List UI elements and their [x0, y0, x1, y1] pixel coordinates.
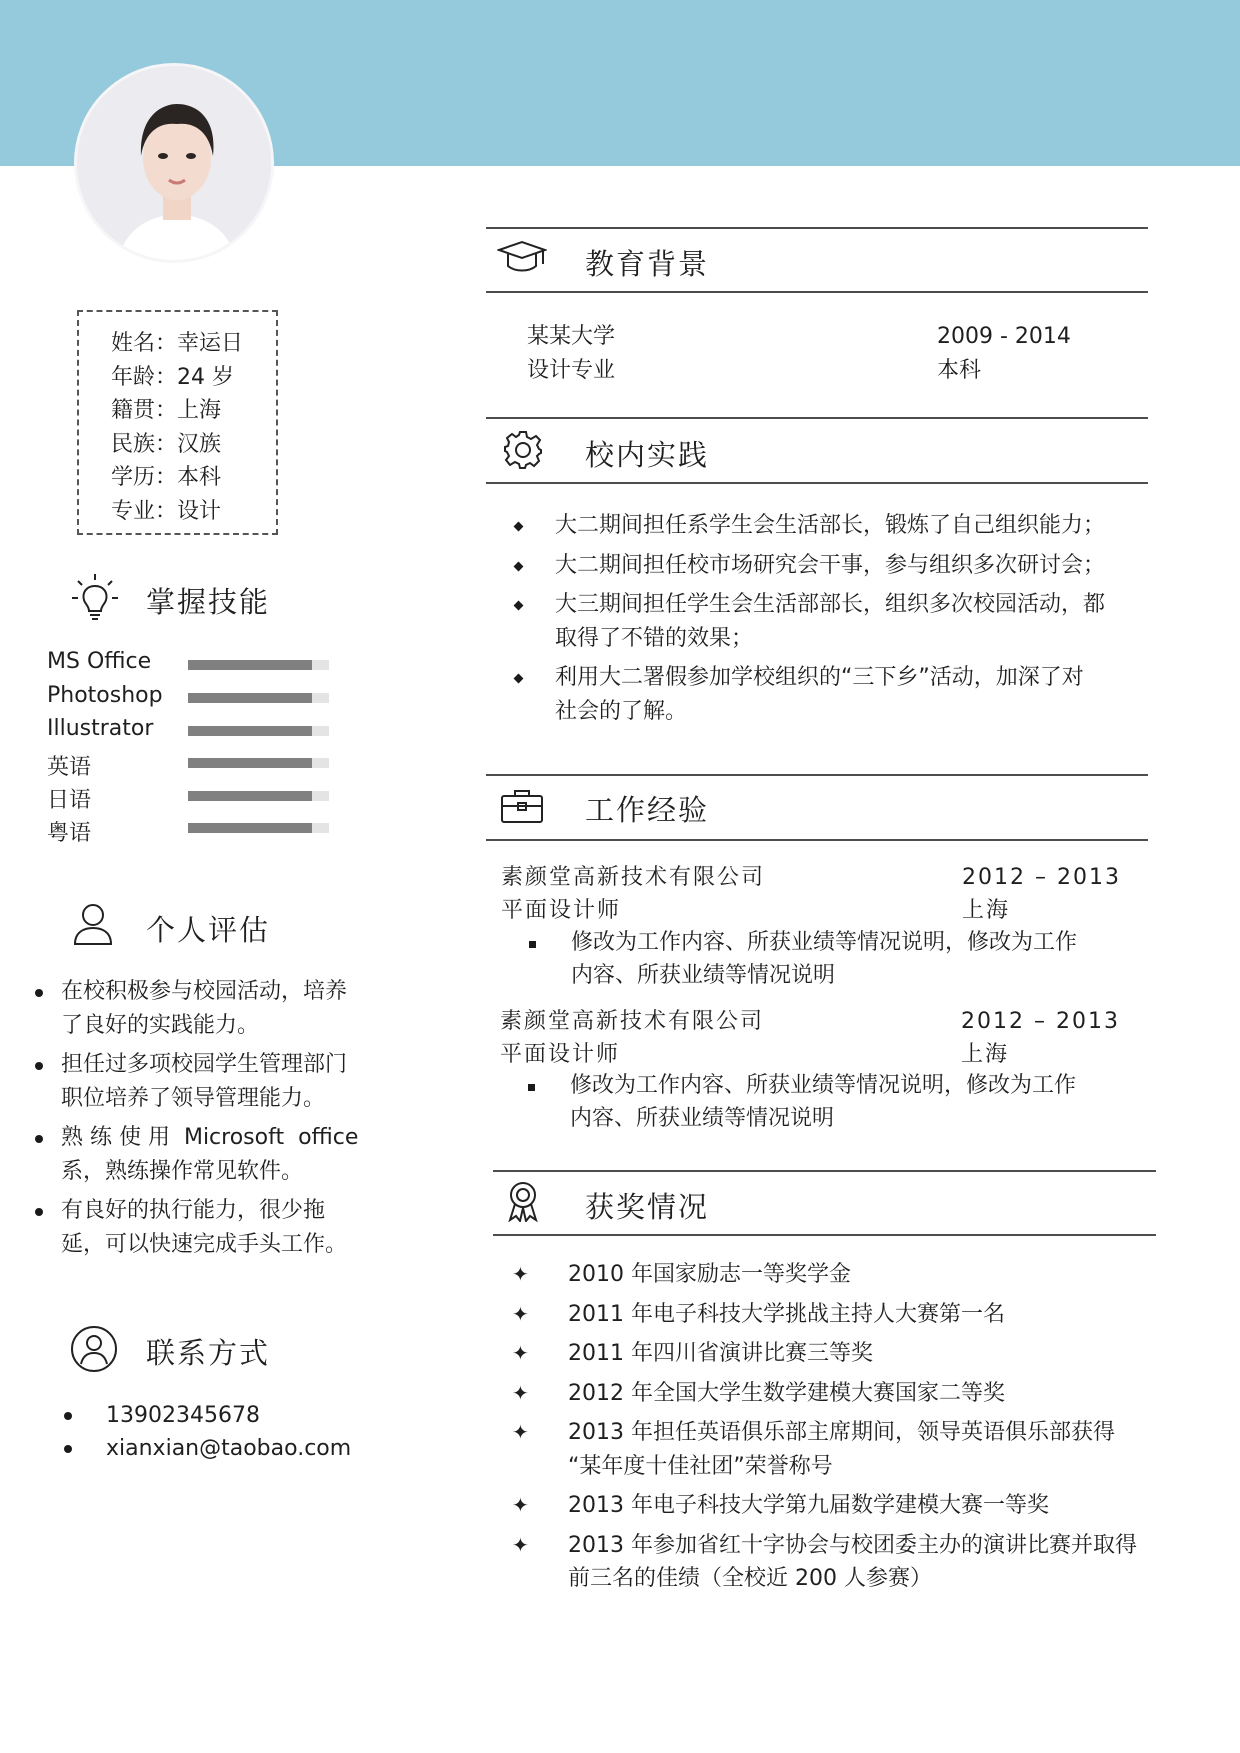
lightbulb-icon [70, 572, 120, 628]
major-name: 设计专业 [527, 358, 616, 383]
job-period: 2012 – 2013 [961, 1009, 1120, 1034]
info-age: 年龄：24 岁 [111, 364, 234, 390]
list-item [512, 1416, 1152, 1483]
education-degree: 本科 [937, 358, 982, 383]
skill-bar-fill [188, 660, 312, 670]
skill-bar-fill [188, 823, 312, 833]
school-name: 某某大学 [527, 324, 616, 349]
list-item-text: 大三期间担任学生会生活部部长，组织多次校园活动，都 [555, 592, 1106, 617]
list-item [512, 1337, 1152, 1371]
work-title: 工作经验 [585, 793, 710, 827]
skill-bar [188, 726, 329, 736]
skill-name: MS Office [47, 649, 152, 674]
bullet-star: ✦ [512, 1262, 529, 1286]
job-company: 素颜堂高新技术有限公司 [500, 1009, 765, 1034]
bullet-square [528, 1084, 535, 1091]
bullet-dot [35, 989, 43, 997]
list-item [505, 661, 1145, 728]
contact-email[interactable]: xianxian@taobao.com [106, 1436, 352, 1461]
list-item-text: 社会的了解。 [555, 698, 688, 724]
bullet-dot [64, 1412, 72, 1420]
section-divider [486, 227, 1148, 229]
skill-bar-fill [188, 693, 312, 703]
job-description: 修改为工作内容、所获业绩等情况说明，修改为工作 [571, 930, 1078, 955]
list-item-text: 延，可以快速完成手头工作。 [61, 1231, 348, 1257]
award-text: 2011 年电子科技大学挑战主持人大赛第一名 [568, 1301, 1005, 1327]
award-text: 2013 年担任英语俱乐部主席期间，领导英语俱乐部获得 [568, 1420, 1115, 1445]
bullet-dot [64, 1445, 72, 1453]
list-item-text: 了良好的实践能力。 [61, 1012, 260, 1038]
section-divider [486, 839, 1148, 841]
list-item [512, 1298, 1152, 1332]
contact-title: 联系方式 [146, 1336, 271, 1370]
list-item-text: 大二期间担任系学生会生活部长，锻炼了自己组织能力； [555, 513, 1106, 538]
bullet-star: ✦ [512, 1380, 529, 1405]
section-divider [486, 774, 1148, 776]
skill-bar [188, 660, 329, 670]
info-education: 学历：本科 [111, 465, 222, 490]
list-item [512, 1529, 1152, 1596]
skill-name: 英语 [47, 755, 92, 780]
awards-title: 获奖情况 [585, 1190, 710, 1224]
section-divider [493, 1170, 1156, 1172]
skill-bar [188, 791, 329, 801]
award-text: 2011 年四川省演讲比赛三等奖 [568, 1341, 873, 1366]
bullet-star: ✦ [512, 1532, 529, 1557]
education-years: 2009 - 2014 [937, 324, 1071, 349]
bullet-star: ✦ [512, 1493, 529, 1517]
section-divider [486, 482, 1148, 484]
bullet-dot [35, 1208, 43, 1216]
section-divider [486, 291, 1148, 293]
section-divider [493, 1234, 1156, 1236]
award-text: 2013 年参加省红十字协会与校团委主办的演讲比赛并取得 [568, 1532, 1137, 1558]
practice-list [505, 509, 1145, 728]
contact-phone[interactable]: 13902345678 [106, 1403, 260, 1428]
job-period: 2012 – 2013 [962, 865, 1121, 890]
info-ethnicity: 民族：汉族 [111, 431, 222, 457]
skill-bar [188, 693, 329, 703]
person-icon [72, 902, 114, 950]
contact-icon [69, 1324, 119, 1378]
list-item [505, 588, 1145, 655]
list-item-text: 大二期间担任校市场研究会干事，参与组织多次研讨会； [555, 552, 1106, 578]
list-item [505, 509, 1145, 543]
job-city: 上海 [961, 1042, 1010, 1067]
job-company: 素颜堂高新技术有限公司 [501, 865, 766, 890]
list-item [32, 1048, 367, 1115]
skill-bar-fill [188, 758, 312, 768]
skill-bar-fill [188, 726, 312, 736]
job-description: 内容、所获业绩等情况说明 [570, 1106, 835, 1131]
evaluation-list [32, 975, 367, 1261]
bullet-square [529, 941, 536, 948]
list-item-text: 担任过多项校园学生管理部门 [61, 1052, 348, 1077]
list-item-text: 职位培养了领导管理能力。 [61, 1085, 326, 1111]
education-title: 教育背景 [585, 247, 710, 281]
bullet-star: ✦ [512, 1341, 529, 1365]
personal-info-box [77, 310, 278, 535]
job-position: 平面设计师 [500, 1042, 621, 1067]
bullet-dot [35, 1135, 43, 1143]
award-text: 2013 年电子科技大学第九届数学建模大赛一等奖 [568, 1493, 1049, 1518]
skill-name: Photoshop [47, 683, 163, 708]
bullet-dot [35, 1062, 43, 1070]
job-position: 平面设计师 [501, 898, 622, 923]
skill-bar [188, 758, 329, 768]
practice-title: 校内实践 [585, 438, 710, 472]
award-text: 2010 年国家励志一等奖学金 [568, 1262, 851, 1287]
evaluation-title: 个人评估 [146, 913, 271, 947]
info-name: 姓名：幸运日 [111, 331, 244, 356]
skills-title: 掌握技能 [146, 585, 271, 619]
list-item [512, 1377, 1152, 1411]
skill-bar-fill [188, 791, 312, 801]
list-item-text: 在校积极参与校园活动，培养 [61, 979, 348, 1004]
gear-icon [503, 430, 543, 474]
list-item [512, 1258, 1152, 1292]
skill-name: 日语 [47, 788, 92, 813]
list-item [32, 975, 367, 1042]
list-item-text: 熟 练 使 用 Microsoft office [61, 1125, 359, 1150]
list-item-text: 系，熟练操作常见软件。 [61, 1158, 304, 1184]
list-item-text: 有良好的执行能力，很少拖 [61, 1198, 326, 1223]
award-text: 前三名的佳绩（全校近 200 人参赛） [568, 1566, 932, 1591]
job-description: 修改为工作内容、所获业绩等情况说明，修改为工作 [570, 1073, 1077, 1098]
list-item [512, 1489, 1152, 1523]
info-major: 专业：设计 [111, 498, 222, 524]
award-ribbon-icon [505, 1180, 541, 1226]
section-divider [486, 417, 1148, 419]
bullet-star: ✦ [512, 1301, 529, 1326]
list-item-text: 取得了不错的效果； [555, 625, 754, 651]
briefcase-icon [500, 788, 544, 828]
graduation-cap-icon [497, 240, 547, 278]
list-item-text: 利用大二署假参加学校组织的“三下乡”活动，加深了对 [555, 665, 1084, 690]
bullet-star: ✦ [512, 1420, 529, 1444]
job-description: 内容、所获业绩等情况说明 [571, 963, 836, 988]
info-hometown: 籍贯：上海 [111, 398, 222, 423]
list-item [32, 1194, 367, 1261]
award-text: 2012 年全国大学生数学建模大赛国家二等奖 [568, 1380, 1005, 1406]
award-text: “某年度十佳社团”荣誉称号 [568, 1453, 833, 1479]
skill-name: 粤语 [47, 821, 92, 846]
awards-list [512, 1258, 1152, 1596]
job-city: 上海 [962, 898, 1011, 923]
skill-name: Illustrator [47, 716, 154, 741]
profile-photo [74, 63, 274, 263]
list-item [32, 1121, 367, 1188]
skill-bar [188, 823, 329, 833]
list-item [505, 549, 1145, 583]
